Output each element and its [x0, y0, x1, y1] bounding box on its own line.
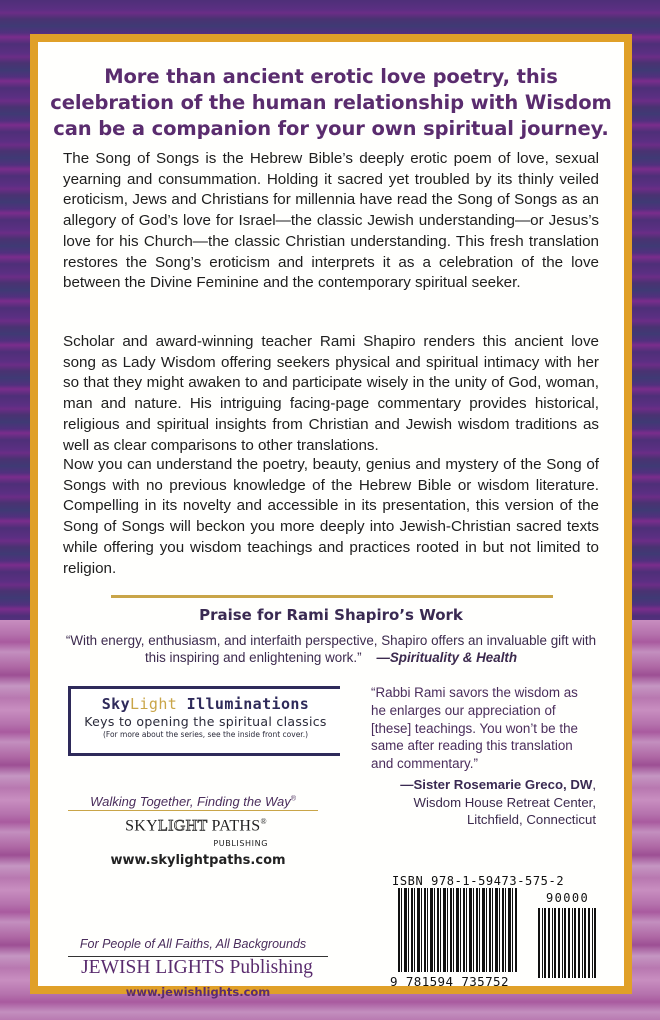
praise-quote-1	[58, 632, 604, 666]
barcode-icon	[398, 888, 518, 972]
skylight-paths-logo	[96, 817, 296, 835]
isbn-label: ISBN 978-1-59473-575-2	[392, 874, 565, 888]
description-paragraph-2: Scholar and award-winning teacher Rami Shapiro renders this ancient love song as Lady Wisdom offering seekers physical and spiritual intimacy with her so that they might awaken to and participate wisely in the unity of God, woman, man and nature. His intriguing facing-page commentary provides historical, religious and spiritual insights from Christian and Jewish wisdom traditions as well as clear comparisons to other translations.	[63, 333, 599, 454]
series-box	[68, 686, 340, 756]
divider	[111, 595, 553, 598]
jewish-lights-url: www.jewishlights.com	[125, 985, 271, 999]
skylight-tagline	[68, 794, 318, 811]
quote-text: “With energy, enthusiasm, and interfaith perspective, Shapiro offers an invaluable gift with this inspiring and enlightening work.”	[65, 633, 597, 665]
series-name-light: Light	[130, 695, 178, 713]
series-logo	[71, 695, 340, 713]
logo-paths: PATHS	[207, 817, 261, 835]
tagline-text: Walking Together, Finding the Way	[90, 794, 291, 809]
praise-quote-2-attribution: —Sister Rosemarie Greco, DW, Wisdom House Retreat Center, Litchfield, Connecticut	[338, 776, 596, 829]
praise-quote-2: “Rabbi Rami savors the wisdom as he enlarges our appreciation of [these] teachings. You won’t be the same after reading this translation and commentary.”	[371, 685, 578, 772]
quote-author: —Sister Rosemarie Greco, DW	[400, 777, 593, 792]
registered-mark: ®	[290, 795, 296, 803]
ean-number: 9 781594 735752	[390, 974, 509, 989]
price-code: 90000	[546, 891, 590, 905]
skylight-publishing-label: PUBLISHING	[213, 839, 268, 848]
series-note: (For more about the series, see the inside front cover.)	[102, 730, 309, 739]
headline-line: can be a companion for your own spiritual journey.	[53, 117, 609, 140]
series-name-illuminations: Illuminations	[177, 695, 310, 713]
description-paragraph-3: Now you can understand the poetry, beauty, genius and mystery of the Song of Songs with no previous knowledge of the Hebrew Bible or wisdom literature. Compelling in its novelty and accessible in its presentation, this version of the Song of Songs will beckon you more deeply into Jewish-Christian sacred texts while offering you wisdom teachings and practices rooted in but not limited to religion.	[63, 456, 599, 577]
skylight-url: www.skylightpaths.com	[110, 853, 286, 868]
jewish-lights-logo: JEWISH LIGHTS Publishing	[81, 957, 313, 978]
logo-sky: SKY	[125, 817, 159, 835]
headline-line: More than ancient erotic love poetry, this	[104, 65, 558, 88]
quote-source: —Spirituality & Health	[376, 650, 518, 665]
praise-heading: Praise for Rami Shapiro’s Work	[199, 606, 463, 624]
quote-location: Litchfield, Connecticut	[466, 812, 596, 828]
series-tagline: Keys to opening the spiritual classics	[84, 714, 327, 729]
description-paragraph-1: The Song of Songs is the Hebrew Bible’s deeply erotic poem of love, sexual yearning and consummation. Holding it sacred yet troubled by its thinly veiled eroticism, Jews and Christians for millennia have read the Song of Songs as an allegory of God’s love for Israel—the classic Jewish understanding—or Jesus’s love for his Church—the classic Christian understanding. This fresh translation restores the Song’s eroticism and interprets it as a celebration of the love between the Divine Feminine and the contemporary spiritual seeker.	[63, 150, 599, 292]
registered-mark: ®	[260, 817, 267, 826]
quote-affiliation: Wisdom House Retreat Center,	[413, 794, 596, 810]
headline-line: celebration of the human relationship with Wisdom	[50, 91, 612, 114]
jewish-lights-tagline: For People of All Faiths, All Backgrounds	[79, 937, 307, 951]
barcode-addon-icon	[538, 908, 596, 978]
series-name-sky: Sky	[101, 695, 131, 713]
back-cover-panel	[30, 34, 632, 999]
logo-light: LIGHT	[158, 817, 208, 835]
headline	[38, 64, 624, 142]
